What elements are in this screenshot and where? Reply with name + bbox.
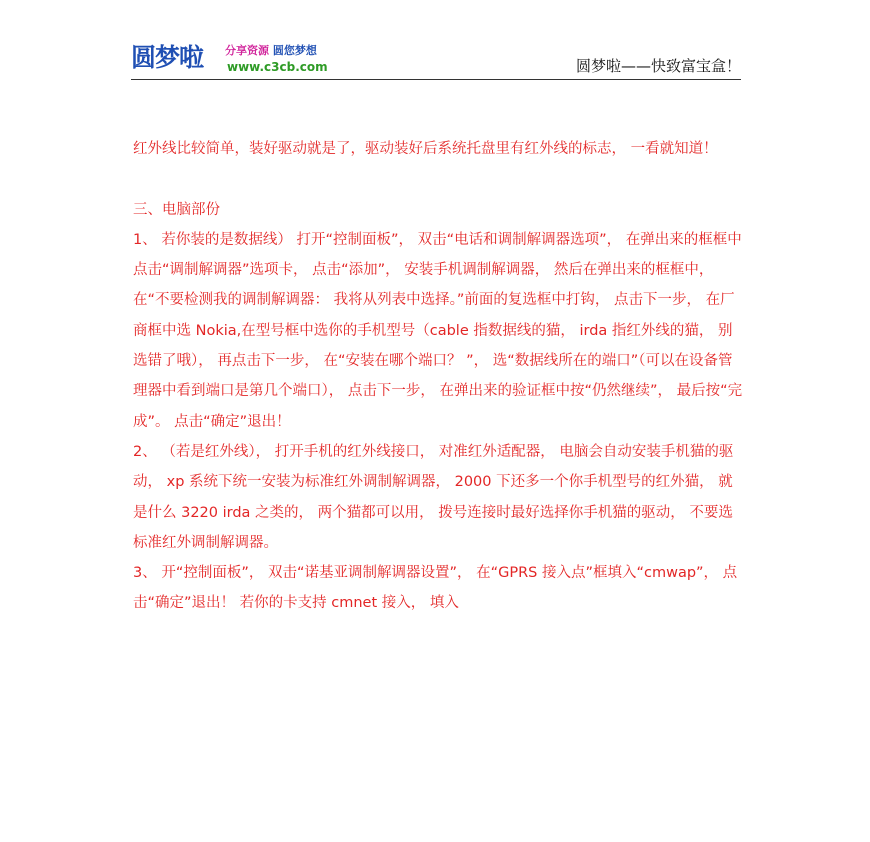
site-url: www.c3cb.com xyxy=(227,60,328,74)
step-2-paragraph: 2、 （若是红外线）， 打开手机的红外线接口， 对准红外适配器， 电脑会自动安装手机猫的驱动， xp 系统下统一安装为标准红外调制解调器， 2000 下还多一个你手机型号的红外猫， 就是什么 3220 irda 之类的， 两个猫都可以用， 拨号连接时最好选择你手机猫的驱动， 不要选标准红外调制解调器。 xyxy=(133,443,734,551)
slogan-part-1: 分享资源 xyxy=(225,44,269,57)
section-title: 三、电脑部份 xyxy=(133,201,220,218)
document-body xyxy=(133,134,743,619)
site-logo: 圆梦啦 xyxy=(131,43,204,72)
logo-slogan xyxy=(225,44,317,58)
header-divider xyxy=(131,79,741,80)
intro-paragraph: 红外线比较简单，装好驱动就是了，驱动装好后系统托盘里有红外线的标志， 一看就知道！ xyxy=(133,141,718,157)
slogan-part-2: 圆您梦想 xyxy=(272,44,317,57)
paragraph-gap xyxy=(133,164,743,194)
step-1-paragraph: 1、 若你装的是数据线） 打开“控制面板”， 双击“电话和调制解调器选项”， 在弹出来的框框中点击“调制解调器”选项卡， 点击“添加”， 安装手机调制解调器， 然后在弹出来的框框中， 在“不要检测我的调制解调器： 我将从列表中选择。”前面的复选框中打钩， 点击下一步， 在厂商框中选 Nokia,在型号框中选你的手机型号（cable 指数据线的猫， irda 指红外线的猫， 别选错了哦）， 再点击下一步， 在“安装在哪个端口？ ”， 选“数据线所在的端口”（可以在设备管理器中看到端口是第几个端口）， 点击下一步， 在弹出来的验证框中按“仍然继续”， 最后按“完成”。 点击“确定”退出！ xyxy=(133,231,743,430)
step-3-paragraph: 3、 开“控制面板”， 双击“诺基亚调制解调器设置”， 在“GPRS 接入点”框填入“cmwap”， 点击“确定”退出！ 若你的卡支持 cmnet 接入， 填入 xyxy=(133,565,738,612)
page-header xyxy=(131,42,741,82)
header-motto: 圆梦啦——快致富宝盒！ xyxy=(575,57,741,75)
